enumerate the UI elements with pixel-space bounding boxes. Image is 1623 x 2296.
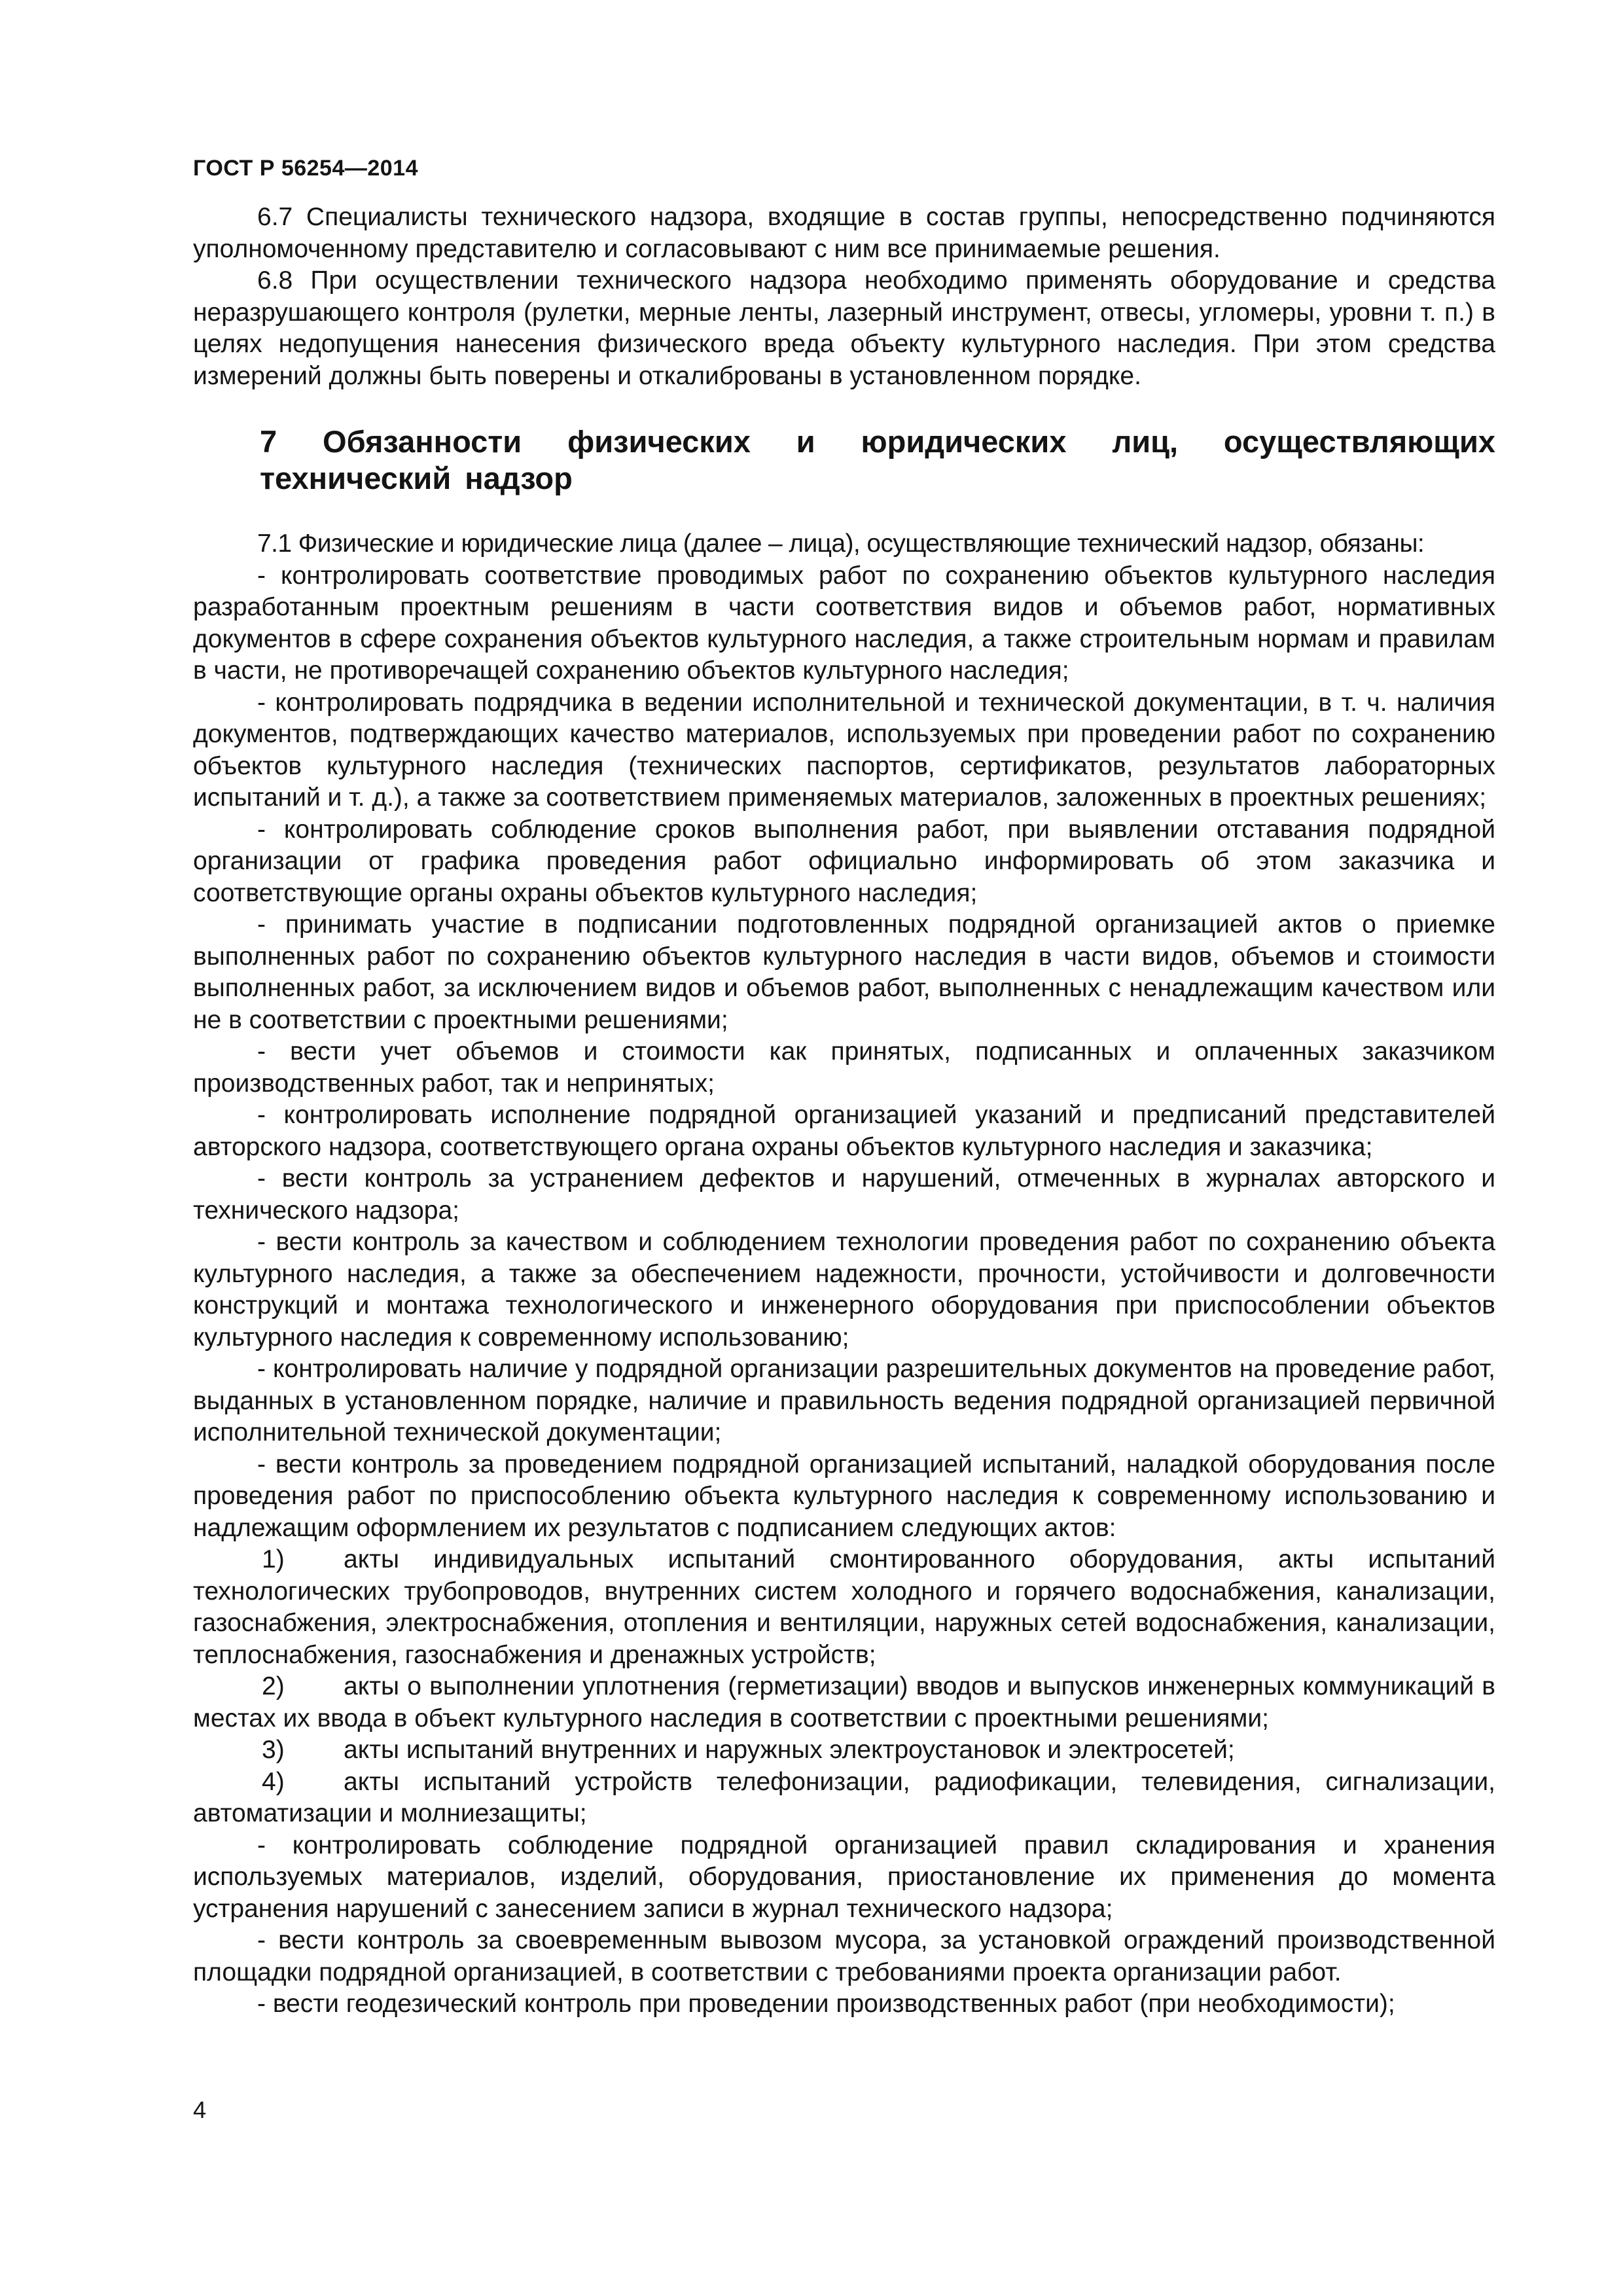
act-item [193, 1671, 1495, 1734]
act-number: 3) [262, 1736, 285, 1764]
paragraph-7-1-intro: 7.1 Физические и юридические лица (далее – лица), осуществляющие технический надзор, обязаны: [257, 529, 1425, 558]
act-item [193, 1544, 1495, 1671]
act-number: 4) [262, 1767, 285, 1796]
act-text: акты о выполнении уплотнения (герметизации) вводов и выпусков инженерных коммуникаций в местах их ввода в объект культурного наследия в соответствии с проектными решениями; [193, 1672, 1495, 1732]
paragraph-6-7: 6.7 Специалисты технического надзора, входящие в состав группы, непосредственно подчиняются уполномоченному представителю и согласовывают с ним все принимаемые решения. [193, 203, 1495, 263]
act-number: 2) [262, 1672, 285, 1700]
duty-item: - вести учет объемов и стоимости как принятых, подписанных и оплаченных заказчиком производственных работ, так и непринятых; [193, 1037, 1495, 1098]
duty-item: - вести контроль за устранением дефектов и нарушений, отмеченных в журналах авторского и технического надзора; [193, 1164, 1495, 1225]
duty-item: - контролировать подрядчика в ведении исполнительной и технической документации, в т. ч. наличия документов, подтверждающих качество материалов, используемых при проведении работ по сохранению объектов культурного наследия (технических паспортов, сертификатов, результатов лабораторных испытаний и т. д.), а также за соответствием применяемых материалов, заложенных в проектных решениях; [193, 688, 1495, 812]
act-text: акты индивидуальных испытаний смонтированного оборудования, акты испытаний технологических трубопроводов, внутренних систем холодного и горячего водоснабжения, канализации, газоснабжения, электроснабжения, отопления и вентиляции, наружных сетей водоснабжения, канализации, теплоснабжения, газоснабжения и дренажных устройств; [193, 1545, 1495, 1669]
duty-item: - вести контроль за проведением подрядной организацией испытаний, наладкой оборудования после проведения работ по приспособлению объекта культурного наследия к современному использованию и надлежащим оформлением их результатов с подписанием следующих актов: [193, 1450, 1495, 1542]
duty-item: - принимать участие в подписании подготовленных подрядной организацией актов о приемке выполненных работ по сохранению объектов культурного наследия в части видов, объемов и стоимости выполненных работ, за исключением видов и объемов работ, выполненных с ненадлежащим качеством или не в соответствии с проектными решениями; [193, 910, 1495, 1034]
duty-item: - контролировать наличие у подрядной организации разрешительных документов на проведение работ, выданных в установленном порядке, наличие и правильность ведения подрядной организацией первичной исполнительной технической документации; [193, 1355, 1495, 1446]
paragraph-6-8: 6.8 При осуществлении технического надзора необходимо применять оборудование и средства неразрушающего контроля (рулетки, мерные ленты, лазерный инструмент, отвесы, угломеры, уровни т. п.) в целях недопущения нанесения физического вреда объекту культурного наследия. При этом средства измерений должны быть поверены и откалиброваны в установленном порядке. [193, 266, 1495, 390]
act-text: акты испытаний устройств телефонизации, радиофикации, телевидения, сигнализации, автоматизации и молниезащиты; [193, 1767, 1495, 1827]
duty-item: - контролировать соответствие проводимых работ по сохранению объектов культурного наследия разработанным проектным решениям в части соответствия видов и объемов работ, нормативных документов в сфере сохранения объектов культурного наследия, а также строительным нормам и правилам в части, не противоречащей сохранению объектов культурного наследия; [193, 561, 1495, 685]
act-item [193, 1734, 1495, 1767]
duty-item: - вести контроль за своевременным вывозом мусора, за установкой ограждений производственной площадки подрядной организацией, в соответствии с требованиями проекта организации работ. [193, 1926, 1495, 1986]
section-7-title: 7 Обязанности физических и юридических лиц, осуществляющих технический надзор [260, 424, 1495, 495]
duty-item: - контролировать соблюдение подрядной организацией правил складирования и хранения используемых материалов, изделий, оборудования, приостановление их применения до момента устранения нарушений с занесением записи в журнал технического надзора; [193, 1831, 1495, 1923]
duty-item: - контролировать соблюдение сроков выполнения работ, при выявлении отставания подрядной организации от графика проведения работ официально информировать об этом заказчика и соответствующие органы охраны объектов культурного наследия; [193, 815, 1495, 907]
document-body [193, 202, 1495, 2020]
page-number: 4 [193, 2096, 207, 2123]
duty-item: - вести контроль за качеством и соблюдением технологии проведения работ по сохранению объекта культурного наследия, а также за обеспечением надежности, прочности, устойчивости и долговечности конструкций и монтажа технологического и инженерного оборудования при приспособлении объектов культурного наследия к современному использованию; [193, 1228, 1495, 1352]
document-header: ГОСТ Р 56254—2014 [193, 156, 419, 181]
act-number: 1) [262, 1545, 285, 1573]
duty-item: - контролировать исполнение подрядной организацией указаний и предписаний представителей авторского надзора, соответствующего органа охраны объектов культурного наследия и заказчика; [193, 1101, 1495, 1161]
act-item [193, 1767, 1495, 1830]
duty-item: - вести геодезический контроль при проведении производственных работ (при необходимости); [257, 1990, 1395, 2018]
act-text: акты испытаний внутренних и наружных электроустановок и электросетей; [344, 1736, 1235, 1764]
